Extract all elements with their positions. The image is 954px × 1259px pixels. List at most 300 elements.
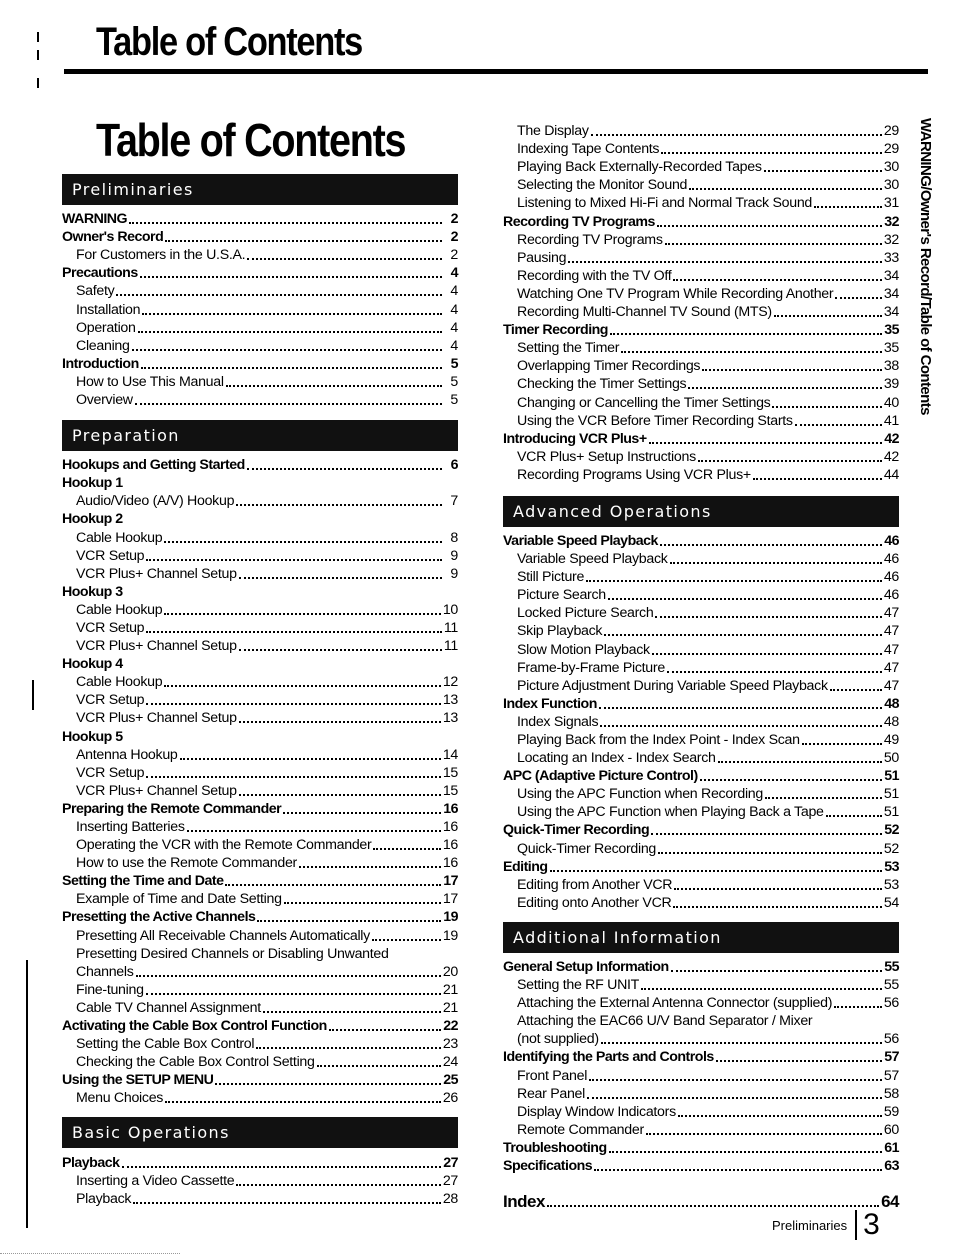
toc-heading-entry[interactable]	[62, 355, 458, 373]
toc-entry[interactable]	[62, 619, 458, 637]
toc-entry[interactable]	[62, 818, 458, 836]
toc-entry-title: Playing Back Externally-Recorded Tapes	[517, 159, 762, 176]
toc-heading-entry[interactable]	[503, 695, 899, 713]
toc-entry[interactable]	[503, 448, 899, 466]
header-rule	[64, 69, 928, 74]
dot-leader	[660, 540, 882, 546]
toc-heading-entry[interactable]	[503, 212, 899, 230]
toc-entry[interactable]	[62, 246, 458, 264]
toc-entry[interactable]	[62, 547, 458, 565]
toc-page-number: 30	[883, 177, 899, 194]
toc-heading-entry[interactable]	[503, 321, 899, 339]
toc-entry-title: Antenna Hookup	[76, 746, 178, 763]
toc-entry-title: Hookup 5	[62, 728, 123, 745]
toc-entry-title: Variable Speed Playback	[517, 551, 668, 568]
toc-entry[interactable]	[503, 267, 899, 285]
dot-leader	[247, 254, 442, 260]
dot-leader	[594, 1165, 882, 1171]
toc-entry-title: Presetting Desired Channels or Disabling Unwanted	[76, 945, 389, 962]
toc-page-number: 20	[442, 963, 458, 980]
toc-entry-title: Frame-by-Frame Picture	[517, 659, 665, 676]
toc-entry-title: Overview	[76, 392, 133, 409]
toc-heading-entry[interactable]	[62, 210, 458, 228]
dot-leader	[164, 681, 441, 687]
toc-entry[interactable]	[62, 691, 458, 709]
toc-entry-title: Recording TV Programs	[517, 231, 663, 248]
dot-leader	[655, 612, 881, 618]
toc-entry-title: Preparing the Remote Commander	[62, 800, 282, 817]
toc-entry-title: VCR Setup	[76, 547, 145, 564]
toc-entry-title: Display Window Indicators	[517, 1103, 676, 1120]
toc-page-number: 30	[883, 159, 899, 176]
toc-heading-entry[interactable]	[62, 908, 458, 926]
toc-page-number: 16	[443, 800, 458, 817]
toc-entry[interactable]	[62, 637, 458, 655]
toc-page-number: 28	[442, 1190, 458, 1207]
toc-entry[interactable]	[62, 1172, 458, 1190]
dot-leader	[132, 345, 442, 351]
toc-entry[interactable]	[503, 1103, 899, 1121]
dot-leader	[164, 537, 442, 543]
toc-heading-entry[interactable]	[62, 228, 458, 246]
toc-entry[interactable]	[503, 375, 899, 393]
toc-entry[interactable]	[62, 1035, 458, 1053]
toc-entry[interactable]	[503, 785, 899, 803]
toc-entry-title: Owner's Record	[62, 229, 164, 246]
toc-heading-entry[interactable]	[62, 474, 458, 492]
dot-leader	[146, 772, 441, 778]
dot-leader	[165, 236, 442, 242]
toc-entry-title: Rear Panel	[517, 1085, 585, 1102]
toc-entry-title: Recording TV Programs	[503, 213, 655, 230]
toc-entry-title: Introducing VCR Plus+	[503, 430, 647, 447]
footer-section-label: Preliminaries	[772, 1217, 848, 1233]
toc-heading-entry[interactable]	[62, 1153, 458, 1171]
toc-entry-title: Changing or Cancelling the Timer Settings	[517, 394, 771, 411]
toc-entry-title: Picture Search	[517, 587, 606, 604]
toc-page-number: 47	[883, 659, 899, 676]
dot-leader	[146, 699, 441, 705]
dot-leader	[600, 721, 882, 727]
toc-entry-title: Cable Hookup	[76, 674, 163, 691]
header-title: Table of Contents	[96, 20, 363, 64]
toc-heading-entry[interactable]	[62, 872, 458, 890]
toc-heading-entry[interactable]	[62, 583, 458, 601]
toc-entry-title: Identifying the Parts and Controls	[503, 1049, 714, 1066]
dot-leader	[215, 1079, 441, 1085]
toc-page-number: 2	[450, 229, 458, 246]
toc-entry[interactable]	[62, 963, 458, 981]
toc-entry[interactable]	[503, 1012, 899, 1030]
toc-entry-title: VCR Setup	[76, 692, 145, 709]
toc-page-number: 17	[442, 891, 458, 908]
dot-leader	[129, 218, 442, 224]
toc-entry[interactable]	[503, 839, 899, 857]
toc-entry-title: Attaching the External Antenna Connector (supplied)	[517, 995, 833, 1012]
toc-entry-title: Locating an Index - Index Search	[517, 750, 716, 767]
toc-entry[interactable]	[62, 492, 458, 510]
dot-leader	[604, 630, 882, 636]
toc-entry-title: Pausing	[517, 249, 567, 266]
dot-leader	[674, 884, 882, 890]
toc-entry[interactable]	[503, 122, 899, 140]
toc-page-number: 12	[442, 674, 458, 691]
dot-leader	[239, 645, 442, 651]
toc-entry[interactable]	[62, 673, 458, 691]
toc-page-number: 21	[442, 981, 458, 998]
toc-entry[interactable]	[503, 303, 899, 321]
toc-page-number: 13	[442, 710, 458, 727]
toc-entry-title: Recording Multi-Channel TV Sound (MTS)	[517, 304, 772, 321]
toc-page-number: 54	[883, 894, 899, 911]
dot-leader	[665, 239, 882, 245]
toc-entry-title: Using the APC Function when Playing Back a Tape	[517, 804, 824, 821]
toc-heading-entry[interactable]	[503, 958, 899, 976]
dot-leader	[688, 383, 881, 389]
toc-page-number: 4	[450, 283, 458, 300]
dot-leader	[180, 754, 441, 760]
toc-entry-title: Playback	[62, 1154, 120, 1171]
toc-page-number: 8	[450, 529, 458, 546]
dot-leader	[372, 935, 441, 941]
dot-leader	[716, 1056, 882, 1062]
toc-page-number: 32	[884, 213, 899, 230]
dot-leader	[283, 808, 441, 814]
toc-heading-entry[interactable]	[503, 858, 899, 876]
section-header-bar: Additional Information	[503, 922, 899, 953]
dot-leader	[568, 257, 882, 263]
toc-heading-entry[interactable]	[62, 1071, 458, 1089]
toc-page-number: 16	[442, 819, 458, 835]
toc-entry[interactable]	[503, 659, 899, 677]
toc-page-number: 42	[883, 448, 899, 465]
toc-heading-entry[interactable]	[62, 1017, 458, 1035]
toc-entry-title: Cable TV Channel Assignment	[76, 999, 261, 1016]
toc-page-number: 49	[883, 732, 899, 748]
dot-leader	[146, 627, 442, 633]
toc-entry[interactable]	[62, 782, 458, 800]
dot-leader	[550, 866, 883, 872]
toc-entry[interactable]	[62, 1190, 458, 1208]
toc-entry[interactable]	[503, 1085, 899, 1103]
toc-right-column	[503, 122, 899, 1211]
side-tab-label: WARNING/Owner's Record/Table of Contents	[917, 118, 934, 415]
toc-heading-entry[interactable]	[62, 727, 458, 745]
toc-page-number: 16	[442, 837, 458, 854]
toc-page-number: 51	[884, 768, 899, 785]
toc-entry[interactable]	[62, 1089, 458, 1107]
toc-entry-title: Slow Motion Playback	[517, 641, 650, 658]
toc-entry-title: Editing onto Another VCR	[517, 894, 672, 911]
toc-heading-entry[interactable]	[503, 821, 899, 839]
toc-entry[interactable]	[62, 709, 458, 727]
toc-page-number: 4	[450, 337, 458, 354]
toc-entry-title: Cable Hookup	[76, 601, 163, 618]
dot-leader	[136, 971, 441, 977]
toc-entry[interactable]	[62, 337, 458, 355]
page-number: 3	[863, 1208, 880, 1241]
toc-entry[interactable]	[62, 854, 458, 872]
toc-entry[interactable]	[503, 604, 899, 622]
toc-entry[interactable]	[62, 528, 458, 546]
toc-page-number: 33	[883, 249, 899, 266]
toc-entry-title: Example of Time and Date Setting	[76, 891, 282, 908]
toc-entry[interactable]	[62, 565, 458, 583]
toc-page-number: 5	[450, 355, 458, 372]
toc-entry[interactable]	[503, 749, 899, 767]
toc-page-number: 9	[450, 565, 458, 582]
dot-leader	[187, 826, 441, 832]
dot-leader	[667, 667, 882, 673]
toc-page-number: 15	[442, 782, 458, 799]
toc-entry-title: VCR Plus+ Channel Setup	[76, 782, 237, 799]
dot-leader	[586, 576, 882, 582]
toc-heading-entry[interactable]	[62, 456, 458, 474]
toc-entry[interactable]	[503, 876, 899, 894]
toc-page-number: 46	[883, 551, 899, 568]
dot-leader	[257, 916, 441, 922]
toc-heading-entry[interactable]	[503, 532, 899, 550]
toc-entry[interactable]	[503, 550, 899, 568]
toc-page-number: 47	[883, 605, 899, 622]
margin-mark	[37, 50, 39, 60]
page-footer	[772, 1206, 880, 1244]
dot-leader	[608, 594, 882, 600]
toc-heading-entry[interactable]	[62, 655, 458, 673]
dot-leader	[165, 1097, 441, 1103]
toc-page-number: 16	[442, 855, 458, 872]
toc-entry[interactable]	[503, 285, 899, 303]
dot-leader	[826, 811, 882, 817]
toc-entry-title: Index Function	[503, 695, 597, 712]
toc-entry-title: Using the SETUP MENU	[62, 1072, 214, 1089]
dot-leader	[284, 898, 441, 904]
toc-page-number: 46	[883, 569, 899, 586]
toc-page-number: 64	[881, 1191, 899, 1211]
toc-page-number: 46	[883, 587, 899, 604]
dot-leader	[621, 347, 882, 353]
toc-entry[interactable]	[503, 976, 899, 994]
toc-entry[interactable]	[62, 746, 458, 764]
toc-page-number: 51	[883, 804, 899, 821]
toc-entry[interactable]	[503, 713, 899, 731]
dot-leader	[589, 1075, 882, 1081]
toc-page-number: 52	[883, 840, 899, 857]
toc-page-number: 50	[883, 750, 899, 767]
toc-page-number: 34	[883, 285, 899, 302]
toc-page-number: 4	[450, 319, 458, 336]
dot-leader	[689, 184, 882, 190]
toc-entry-title: Specifications	[503, 1157, 593, 1174]
toc-entry-title: Operation	[76, 319, 136, 336]
dot-leader	[652, 649, 882, 655]
toc-left-column	[62, 174, 458, 1208]
toc-page-number: 44	[883, 466, 899, 483]
toc-page-number: 19	[443, 909, 458, 926]
toc-entry-title: Listening to Mixed Hi-Fi and Normal Track Sound	[517, 195, 813, 212]
toc-page-number: 47	[883, 623, 899, 640]
toc-entry-title: Inserting a Video Cassette	[76, 1172, 235, 1189]
toc-entry[interactable]	[503, 393, 899, 411]
toc-page-number: 53	[884, 858, 899, 875]
toc-page-number: 52	[884, 822, 899, 839]
toc-page-number: 61	[884, 1139, 899, 1156]
toc-heading-entry[interactable]	[503, 1157, 899, 1175]
toc-page-number: 34	[883, 304, 899, 321]
toc-page-number: 35	[884, 322, 899, 339]
toc-entry[interactable]	[62, 391, 458, 409]
toc-page-number: 14	[442, 746, 458, 763]
toc-entry[interactable]	[503, 994, 899, 1012]
toc-entry[interactable]	[503, 1066, 899, 1084]
toc-page-number: 32	[883, 231, 899, 248]
dot-leader	[661, 148, 882, 154]
toc-entry-title: Channels	[76, 963, 134, 980]
toc-entry[interactable]	[503, 894, 899, 912]
toc-entry[interactable]	[503, 640, 899, 658]
toc-entry-title: Quick-Timer Recording	[503, 822, 650, 839]
dot-leader	[700, 775, 883, 781]
toc-entry[interactable]	[503, 803, 899, 821]
toc-entry-title: Skip Playback	[517, 623, 603, 640]
toc-page-number: 6	[450, 457, 458, 474]
dot-leader	[146, 555, 442, 561]
toc-entry[interactable]	[503, 731, 899, 749]
toc-entry[interactable]	[62, 999, 458, 1017]
toc-entry-title: Variable Speed Playback	[503, 532, 658, 549]
toc-heading-entry[interactable]	[62, 510, 458, 528]
toc-entry-title: VCR Plus+ Channel Setup	[76, 638, 237, 655]
toc-page-number: 48	[884, 695, 899, 712]
toc-entry[interactable]	[503, 339, 899, 357]
toc-page-number: 46	[884, 532, 899, 549]
toc-entry[interactable]	[503, 158, 899, 176]
toc-entry-title: Safety	[76, 283, 115, 300]
toc-entry[interactable]	[503, 412, 899, 430]
toc-entry-title: Hookup 1	[62, 475, 123, 492]
toc-entry-title: Overlapping Timer Recordings	[517, 358, 701, 375]
toc-page-number: 57	[884, 1049, 899, 1066]
dot-leader	[317, 1061, 441, 1067]
dot-leader	[834, 1002, 882, 1008]
toc-entry-title: Presetting the Active Channels	[62, 909, 256, 926]
margin-mark	[32, 680, 34, 710]
dot-leader	[133, 1198, 441, 1204]
toc-entry[interactable]	[62, 926, 458, 944]
toc-entry[interactable]	[503, 1030, 899, 1048]
dot-leader	[678, 1111, 882, 1117]
toc-page-number: 9	[450, 547, 458, 564]
margin-mark	[37, 32, 39, 42]
toc-entry[interactable]	[62, 319, 458, 337]
toc-entry[interactable]	[62, 1053, 458, 1071]
toc-entry-title: Menu Choices	[76, 1090, 164, 1107]
margin-mark	[26, 960, 28, 1228]
toc-entry[interactable]	[62, 373, 458, 391]
toc-entry[interactable]	[503, 1121, 899, 1139]
toc-heading-entry[interactable]	[62, 264, 458, 282]
toc-entry[interactable]	[62, 282, 458, 300]
toc-entry[interactable]	[503, 249, 899, 267]
dot-leader	[641, 984, 882, 990]
dot-leader	[141, 363, 442, 369]
toc-entry[interactable]	[62, 890, 458, 908]
toc-entry[interactable]	[62, 981, 458, 999]
toc-page-number: 39	[883, 376, 899, 393]
toc-entry-title: Index	[503, 1191, 545, 1211]
toc-entry[interactable]	[503, 357, 899, 375]
toc-page-number: 24	[442, 1054, 458, 1071]
toc-entry-title: Cable Hookup	[76, 529, 163, 546]
dot-leader	[764, 166, 882, 172]
toc-entry[interactable]	[62, 945, 458, 963]
toc-page-number: 60	[883, 1121, 899, 1138]
toc-heading-entry[interactable]	[62, 800, 458, 818]
toc-entry-title: Still Picture	[517, 569, 585, 586]
toc-entry-title: For Customers in the U.S.A.	[76, 247, 246, 264]
toc-entry[interactable]	[503, 194, 899, 212]
toc-entry[interactable]	[503, 677, 899, 695]
dot-leader	[225, 880, 441, 886]
toc-heading-entry[interactable]	[503, 767, 899, 785]
toc-entry[interactable]	[503, 231, 899, 249]
toc-page-number: 58	[883, 1085, 899, 1102]
toc-entry-title: Fine-tuning	[76, 981, 144, 998]
toc-page-number: 41	[883, 412, 899, 429]
bottom-dotted-rule	[0, 1253, 180, 1254]
section-header-bar: Preparation	[62, 420, 458, 451]
dot-leader	[122, 1162, 442, 1168]
dot-leader	[247, 464, 442, 470]
toc-entry[interactable]	[503, 622, 899, 640]
toc-page-number: 4	[450, 265, 458, 282]
toc-entry[interactable]	[62, 300, 458, 318]
dot-leader	[830, 685, 882, 691]
toc-heading-entry[interactable]	[503, 1048, 899, 1066]
toc-entry-title: Hookup 3	[62, 583, 123, 600]
toc-entry[interactable]	[503, 568, 899, 586]
dot-leader	[591, 130, 882, 136]
toc-page-number: 13	[442, 692, 458, 709]
toc-entry[interactable]	[62, 764, 458, 782]
toc-entry-title: General Setup Information	[503, 958, 669, 975]
toc-entry-title: Precautions	[62, 265, 138, 282]
toc-entry[interactable]	[62, 836, 458, 854]
dot-leader	[609, 1147, 883, 1153]
toc-entry-title: VCR Setup	[76, 619, 145, 636]
toc-entry[interactable]	[62, 601, 458, 619]
dot-leader	[146, 989, 441, 995]
toc-entry-title: APC (Adaptive Picture Control)	[503, 768, 698, 785]
toc-entry-title: Attaching the EAC66 U/V Band Separator / Mixer	[517, 1013, 813, 1030]
toc-page-number: 7	[450, 493, 458, 510]
toc-entry-title: Setting the Time and Date	[62, 873, 224, 890]
toc-entry[interactable]	[503, 140, 899, 158]
toc-page-number: 26	[442, 1090, 458, 1107]
toc-entry[interactable]	[503, 176, 899, 194]
toc-page-number: 11	[443, 638, 458, 655]
toc-entry-title: Audio/Video (A/V) Hookup	[76, 493, 235, 510]
dot-leader	[610, 329, 882, 335]
toc-entry-title: Cleaning	[76, 337, 130, 354]
toc-page-number: 63	[884, 1157, 899, 1174]
toc-entry[interactable]	[503, 466, 899, 484]
toc-heading-entry[interactable]	[503, 430, 899, 448]
toc-entry[interactable]	[503, 586, 899, 604]
toc-heading-entry[interactable]	[503, 1139, 899, 1157]
toc-entry-title: (not supplied)	[517, 1031, 599, 1048]
dot-leader	[239, 717, 441, 723]
